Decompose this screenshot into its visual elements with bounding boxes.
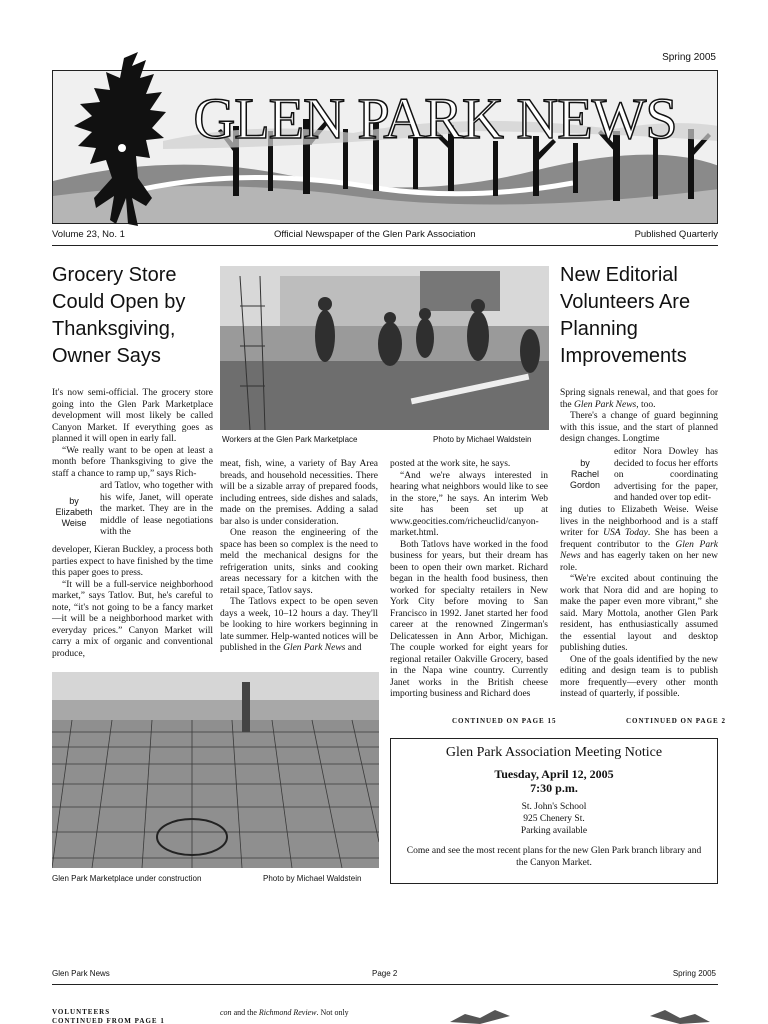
meeting-notice-box <box>390 738 718 884</box>
paragraph: One of the goals identified by the new editing and design team is to publish more frequently—every other month instead of quarterly, if possible. <box>560 654 718 699</box>
paragraph: Both Tatlovs have worked in the food business for years, but their dream has been to open their own market. Richard began in the health food business, then worked for specialty retailers in New York City before moving to San Francisco in 1992. Janet started her food career at the renowned Zingerman's Delicatessen in Ann Arbor, Michigan. The couple worked for eight years for regional retailer Oakville Grocery, based in the Napa wine country. Currently Janet works in the British cheese importing business and Richard does <box>390 539 548 699</box>
article-body-column <box>614 447 718 505</box>
publication-frequency: Published Quarterly <box>634 229 718 240</box>
notice-venue: St. John's School <box>521 802 587 812</box>
paragraph: There's a change of guard beginning with this issue, and the start of planned design changes. Longtime <box>560 411 718 444</box>
byline: by Elizabeth Weise <box>52 496 96 529</box>
article-body-column <box>52 545 213 660</box>
paragraph: editor Nora Dowley has decided to focus her efforts on coordinating advertising for the paper, and handed over top edit- <box>614 447 718 503</box>
notice-street: 925 Chenery St. <box>523 814 585 824</box>
photo-credit: Photo by Michael Waldstein <box>263 874 362 883</box>
masthead-info-bar <box>52 226 718 246</box>
author-last-name: Gordon <box>569 480 601 490</box>
author-first-name: Rachel <box>570 469 599 479</box>
paragraph: “We're excited about continuing the work that Nora did and are hoping to make the paper even more vibrant,” she said. Mary Mottola, another Glen Park resident, has enthusiastically assumed the essential layout and desktop publishing duties. <box>560 574 718 653</box>
article-headline-grocery: Grocery Store Could Open by Thanksgiving, Owner Says <box>52 264 186 367</box>
photo-caption: Glen Park Marketplace under construction <box>52 874 202 883</box>
paragraph: developer, Kieran Buckley, a process both parties expect to have finished by the time this paper goes to press. <box>52 545 213 578</box>
article-body-column <box>390 459 548 701</box>
photo-credit: Photo by Michael Waldstein <box>433 435 532 444</box>
paragraph: ard Tatlov, who together with his wife, Janet, will operate the market. They are in the middle of lease negotiations with the <box>100 481 213 537</box>
article-body-column <box>560 388 718 446</box>
paragraph: Spring signals renewal, and that goes for the Glen Park News, too. <box>560 388 718 410</box>
notice-title: Glen Park Association Meeting Notice <box>445 745 663 760</box>
paragraph: posted at the work site, he says. <box>390 459 511 469</box>
footer-divider <box>52 984 718 985</box>
paragraph: meat, fish, wine, a variety of Bay Area breads, and household necessities. There will be a sizable array of prepared foods, including entrees, side dishes and salads, made on the premises. Adding a salad bar also is under consideration. <box>220 459 378 527</box>
notice-parking: Parking available <box>520 826 588 836</box>
author-first-name: Elizabeth <box>55 507 93 517</box>
article-body-column <box>220 459 378 655</box>
masthead-tagline: Official Newspaper of the Glen Park Association <box>274 229 476 240</box>
masthead-title: GLEN PARK NEWS <box>193 86 677 151</box>
footer-publication: Glen Park News <box>52 969 110 978</box>
next-page-text: con and the Richmond Review. Not only <box>220 1008 349 1017</box>
article-body-column <box>100 481 213 539</box>
footer-page-number: Page 2 <box>372 969 398 978</box>
footer-season: Spring 2005 <box>672 969 716 978</box>
continued-link[interactable]: CONTINUED ON PAGE 15 <box>452 717 557 725</box>
notice-time: 7:30 p.m. <box>530 781 578 795</box>
paragraph: “It will be a full-service neighborhood market,” says Tatlov. But, he's careful to note, “it's not going to be a fancy market—it will be a neighborhood market with everyday prices.” Canyon Market will carry a mix of organic and conventional produce, <box>52 579 213 659</box>
notice-date: Tuesday, April 12, 2005 <box>494 767 614 781</box>
notice-description: Come and see the most recent plans for the new Glen Park branch library and the Canyon Market. <box>406 846 702 868</box>
construction-photo <box>52 672 379 868</box>
paragraph: It's now semi-official. The grocery store going into the Glen Park Marketplace development will most likely be called Canyon Market. If everything goes as planned it will open in early fall. <box>52 388 213 444</box>
issue-season: Spring 2005 <box>662 52 716 63</box>
author-last-name: Weise <box>61 518 87 528</box>
paragraph: The Tatlovs expect to be open seven days a week, 10–12 hours a day. They'll be looking to hire workers beginning in late summer. Help-wanted notices will be published in the Glen Park News and <box>220 597 378 653</box>
hawk-icon <box>650 1008 710 1024</box>
next-page-kicker: VOLUNTEERS CONTINUED FROM PAGE 1 <box>52 1008 165 1024</box>
article-headline-editorial: New Editorial Volunteers Are Planning Improvements <box>560 264 691 367</box>
paragraph: “We really want to be open at least a month before Thanksgiving to give the staff a chance to ramp up,” says Rich- <box>52 445 213 479</box>
continued-link[interactable]: CONTINUED ON PAGE 2 <box>626 717 726 725</box>
article-body-column <box>560 505 718 701</box>
paragraph: “And we're always interested in hearing what neighbors would like to see in the store,” he says. An interim Web site has been set up at www.geocities.com/richeuclid/canyon-market.html. <box>390 470 548 538</box>
article-body-column <box>52 388 213 480</box>
workers-photo <box>220 266 549 430</box>
volume-number: Volume 23, No. 1 <box>52 229 125 240</box>
paragraph: ing duties to Elizabeth Weise. Weise lives in the neighborhood and is a staff writer for USA Today. She has been a frequent contributor to the Glen Park News and has eagerly taken on her new role. <box>560 505 718 573</box>
paragraph: One reason the engineering of the space has been so complex is the need to meld the mechanical designs for the refrigeration units, sinks and cooking areas necessary for a kitchen with the retail space, Tatlov says. <box>220 528 378 596</box>
byline: by Rachel Gordon <box>560 458 610 491</box>
hawk-icon <box>450 1008 510 1024</box>
photo-caption: Workers at the Glen Park Marketplace <box>222 435 358 444</box>
